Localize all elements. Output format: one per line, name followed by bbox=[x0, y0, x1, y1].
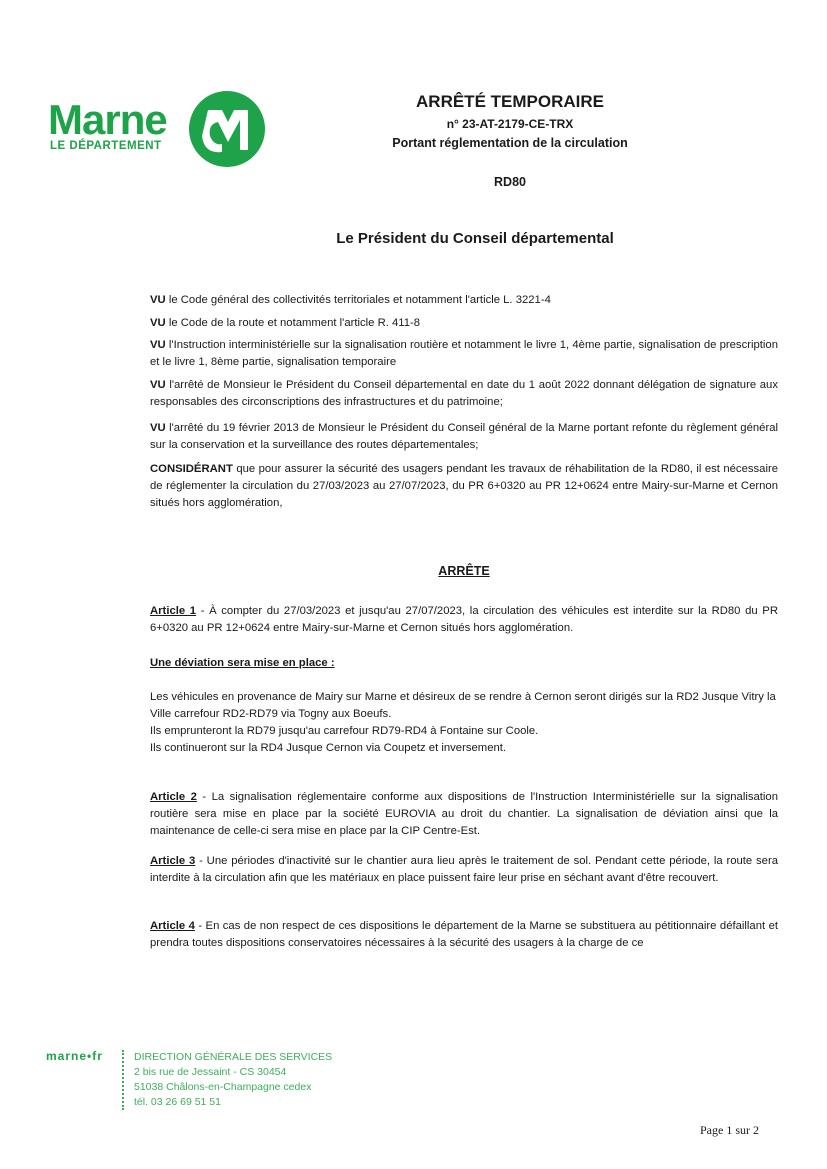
document-title: ARRÊTÉ TEMPORAIRE bbox=[416, 92, 604, 111]
article-4: Article 4 - En cas de non respect de ces dispositions le département de la Marne se substituera au pétitionnaire défaillant et prendra toutes dispositions conservatoires nécessaires à la sécurité des usagers à la charge de ce bbox=[150, 920, 778, 949]
vu-4: VU l'arrêté de Monsieur le Président du Conseil départemental en date du 1 août 2022 donnant délégation de signature aux responsables des circonscriptions des infrastructures et du patrimoine; bbox=[150, 379, 778, 408]
vu-1: VU le Code général des collectivités territoriales et notamment l'article L. 3221-4 bbox=[150, 294, 551, 306]
deviation-line-1: Les véhicules en provenance de Mairy sur Marne et désireux de se rendre à Cernon seront dirigés sur la RD2 Jusque Vitry la Ville carrefour RD2-RD79 via Togny aux Boeufs. bbox=[150, 691, 776, 720]
footer-address bbox=[122, 1050, 332, 1110]
vu-5: VU l'arrêté du 19 février 2013 de Monsieur le Président du Conseil général de la Marne portant refonte du règlement général sur la conservation et la surveillance des routes départementales; bbox=[150, 422, 778, 451]
deviation-title: Une déviation sera mise en place : bbox=[150, 657, 335, 669]
authority-heading: Le Président du Conseil départemental bbox=[336, 230, 614, 247]
footer-line: 51038 Châlons-en-Champagne cedex bbox=[134, 1081, 312, 1093]
article-2: Article 2 - La signalisation réglementaire conforme aux dispositions de l'Instruction Interministérielle sur la signalisation routière sera mise en place par la société EUROVIA au droit du chantier. La signalisation de déviation ainsi que la maintenance de celle-ci sera mise en place par la CIP Centre-Est. bbox=[150, 791, 778, 837]
vu-3: VU l'Instruction interministérielle sur la signalisation routière et notamment le livre 1, 4ème partie, signalisation de prescription et le livre 1, 8ème partie, signalisation temporaire bbox=[150, 339, 778, 368]
deviation-line-3: Ils continueront sur la RD4 Jusque Cernon via Coupetz et inversement. bbox=[150, 742, 507, 754]
article-3: Article 3 - Une périodes d'inactivité sur le chantier aura lieu après le traitement de sol. Pendant cette période, la route sera interdite à la circulation afin que les matériaux en place puissent faire leur prise en séchant avant d'être recouvert. bbox=[150, 855, 778, 884]
footer-line: DIRECTION GÉNÉRALE DES SERVICES bbox=[134, 1051, 333, 1063]
footer-line: tél. 03 26 69 51 51 bbox=[134, 1096, 221, 1108]
document-number: n° 23-AT-2179-CE-TRX bbox=[446, 117, 574, 131]
deviation-line-2: Ils emprunteront la RD79 jusqu'au carrefour RD79-RD4 à Fontaine sur Coole. bbox=[150, 725, 539, 737]
footer-site: marne•fr bbox=[46, 1049, 103, 1063]
article-1: Article 1 - À compter du 27/03/2023 et jusqu'au 27/07/2023, la circulation des véhicules est interdite sur la RD80 du PR 6+0320 au PR 12+0624 entre Mairy-sur-Marne et Cernon situés hors agglomération. bbox=[150, 605, 778, 634]
considerant: CONSIDÉRANT que pour assurer la sécurité des usagers pendant les travaux de réhabilitation de la RD80, il est nécessaire de réglementer la circulation du 27/03/2023 au 27/07/2023, du PR 6+0320 au PR 12+0624 entre Mairy-sur-Marne et Cernon situés hors agglomération, bbox=[150, 463, 778, 509]
road-label: RD80 bbox=[494, 175, 526, 189]
department-emblem-icon bbox=[188, 90, 266, 168]
footer-line: 2 bis rue de Jessaint - CS 30454 bbox=[134, 1066, 287, 1078]
logo-subtitle: LE DÉPARTEMENT bbox=[50, 140, 162, 152]
vu-2: VU le Code de la route et notamment l'article R. 411-8 bbox=[150, 317, 421, 329]
arrete-heading: ARRÊTE bbox=[438, 564, 490, 578]
logo-wordmark: Marne bbox=[48, 96, 167, 143]
document-subject: Portant réglementation de la circulation bbox=[392, 136, 628, 150]
page-number: Page 1 sur 2 bbox=[700, 1123, 759, 1137]
